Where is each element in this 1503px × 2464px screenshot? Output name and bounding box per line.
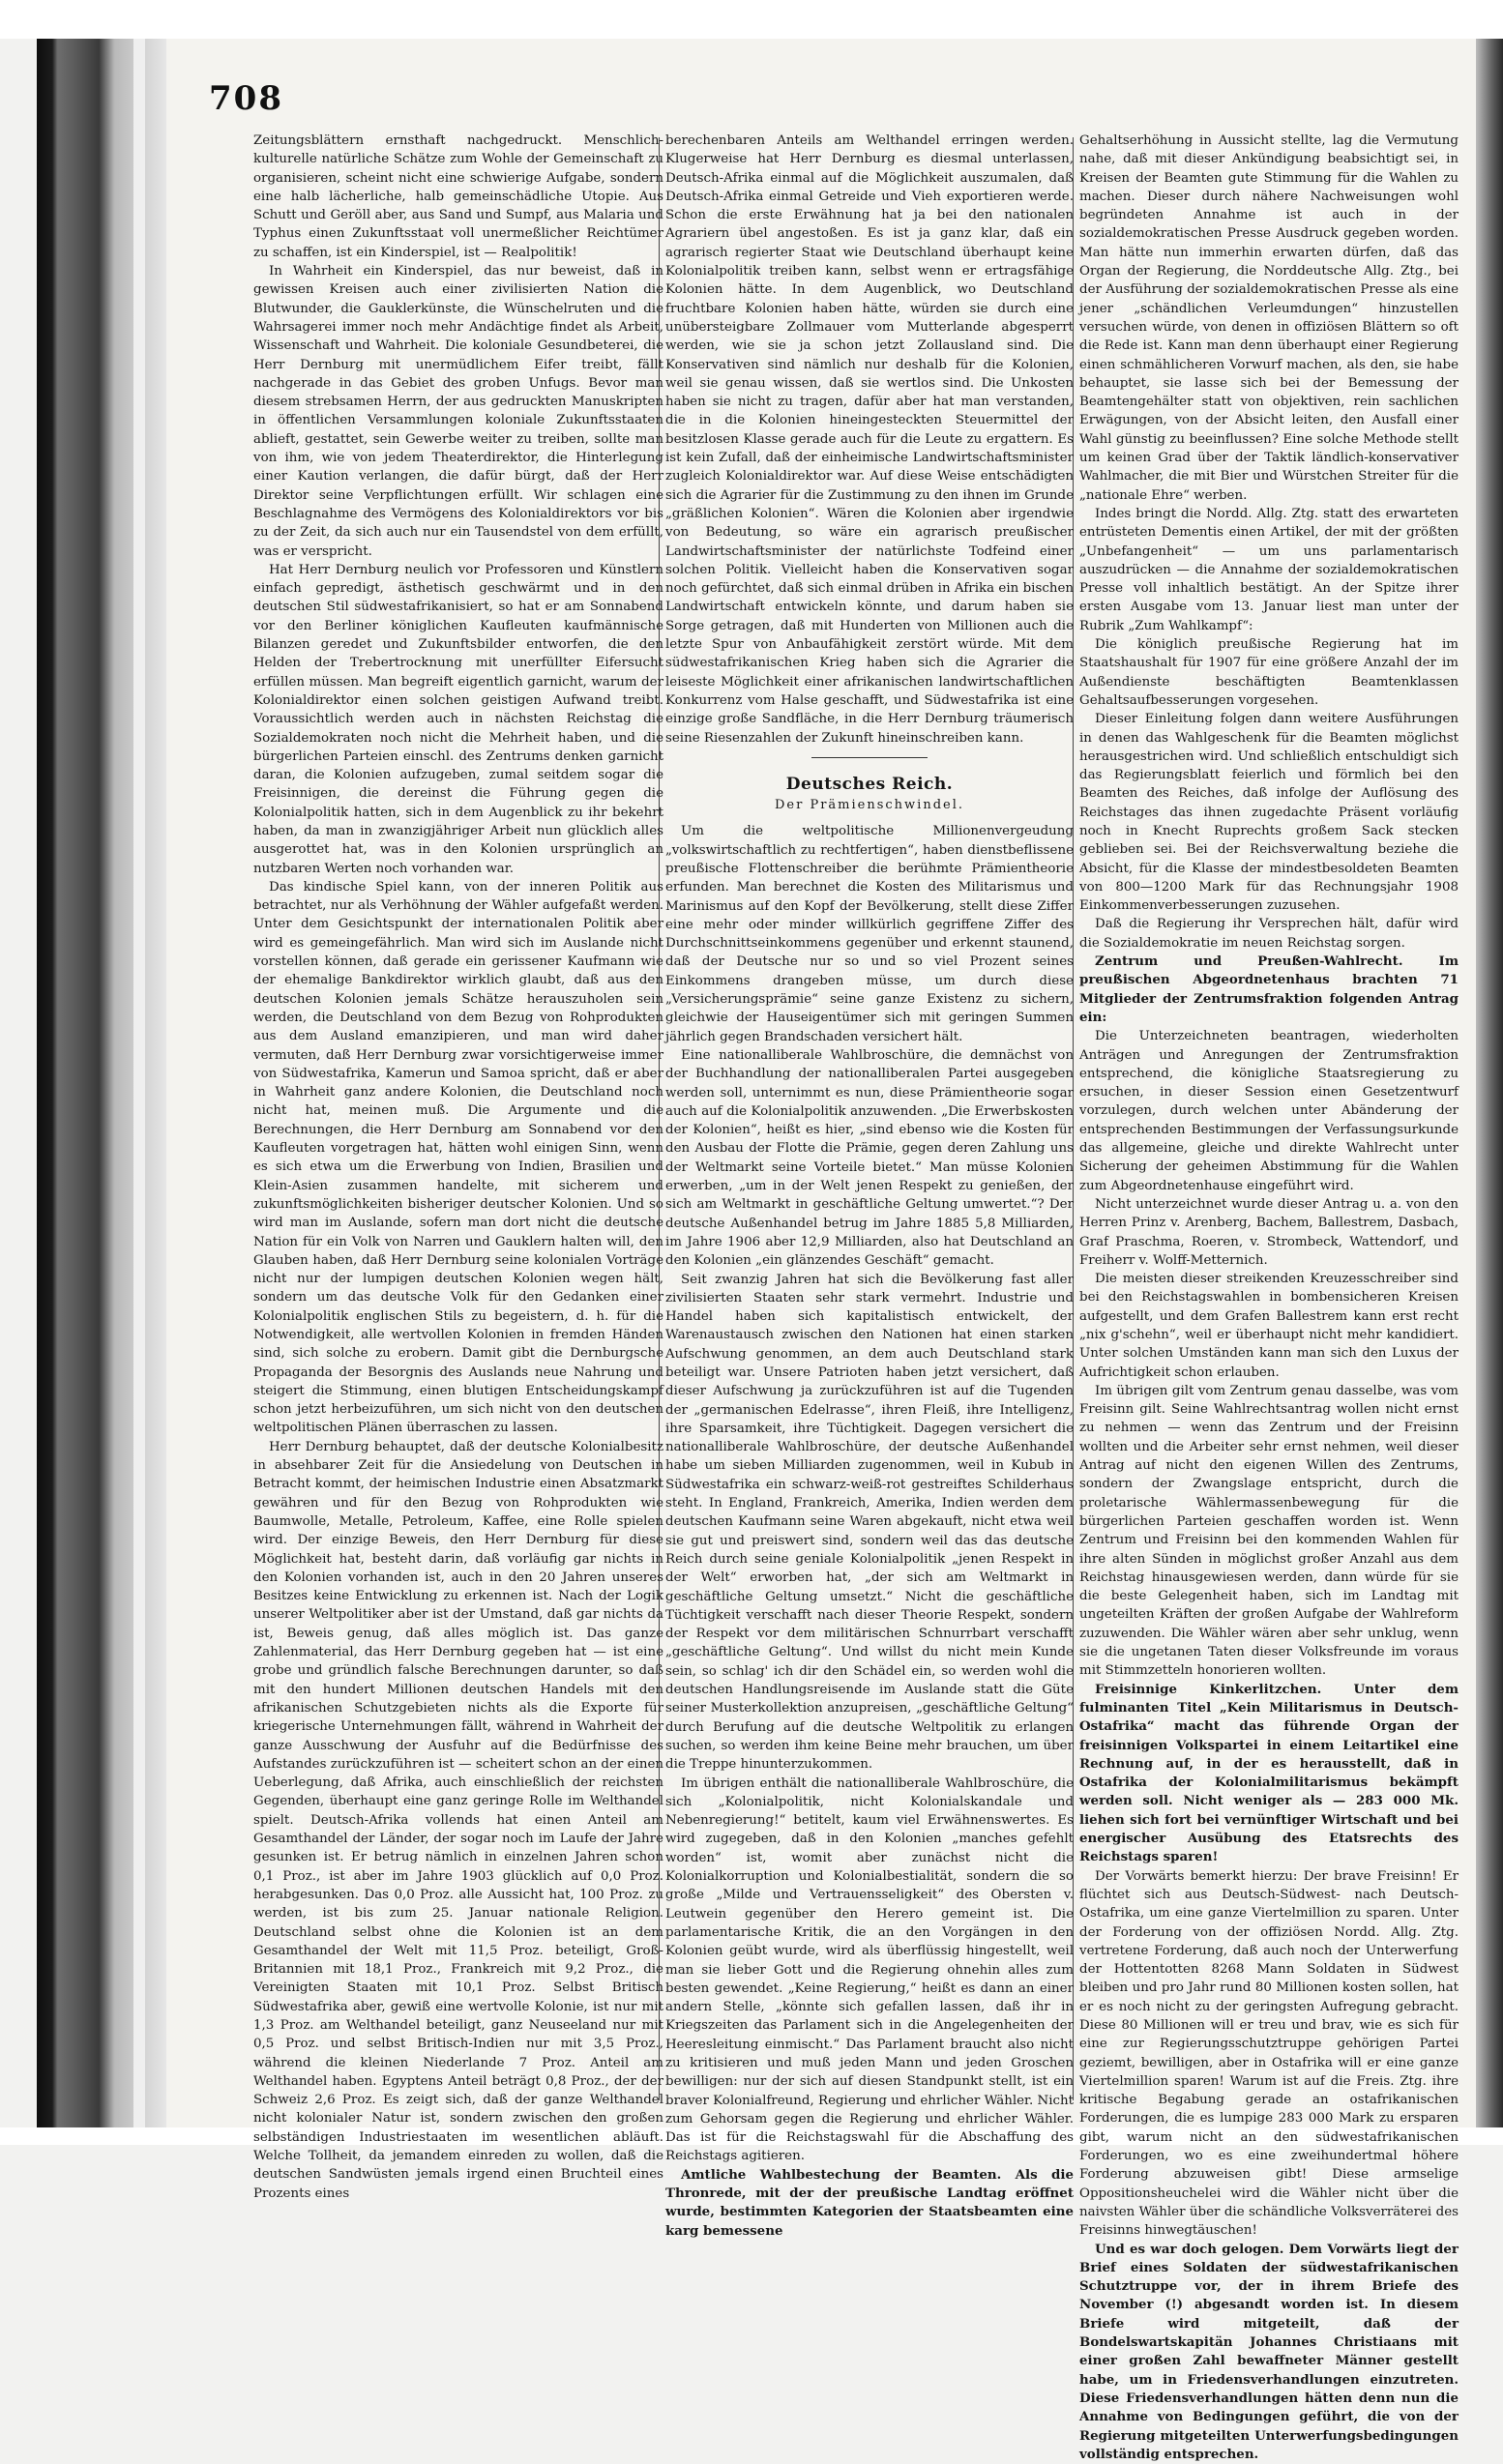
paragraph: berechenbaren Anteils am Welthandel erringen werden. Klugerweise hat Herr Dernburg es diesmal unterlassen, Deutsch-Afrika einmal auf die Möglichkeit auszumalen, daß Deutsch-Afrika einmal Getreide und Vieh exportieren werde. Schon die erste Erwähnung hat ja bei den nationalen Agrariern übel angestoßen. Es ist ja ganz klar, daß ein agrarisch regierter Staat wie Deutschland überhaupt keine Kolonialpolitik treiben kann, selbst wenn er ertragsfähige Kolonien hätte. In dem Augenblick, wo Deutschland fruchtbare Kolonien haben hätte, würden sie durch eine unübersteigbare Zollmauer vom Mutterlande abgesperrt werden, wie sie ja schon jetzt Zollausland sind. Die Konservativen sind nämlich nur deshalb für die Kolonien, weil sie genau wissen, daß sie wertlos sind. Die Unkosten haben sie nicht zu tragen, dafür aber hat man verstanden, die in die Kolonien hineingesteckten Steuermittel der besitzlosen Klasse gerade auch für die Leute zu ergattern. Es ist kein Zufall, daß der einheimische Landwirtschaftsminister zugleich Kolonialdirektor war. Auf diese Weise entschädigten sich die Agrarier für die Zustimmung zu den ihnen im Grunde „gräßlichen Kolonien“. Wären die Kolonien aber irgendwie von Bedeutung, so wäre ein agrarisch preußischer Landwirtschaftsminister der natürlichste Todfeind einer solchen Politik. Vielleicht haben die Konservativen sogar noch gefürchtet, daß sich einmal drüben in Afrika ein bischen Landwirtschaft entwickeln könnte, und darum haben sie Sorge getragen, daß mit Hunderten von Millionen auch die letzte Spur von Anbaufähigkeit zerstört würde. Mit dem südwestafrikanischen Krieg haben sich die Agrarier die leiseste Möglichkeit einer afrikanischen landwirtschaftlichen Konkurrenz vom Halse geschafft, und Südwestafrika ist eine einzige große Sandfläche, in die Herr Dernburg träumerisch seine Riesenzahlen der Zukunft hineinschreiben kann. [665, 133, 1074, 746]
section-subtitle: Der Prämienschwindel. [774, 798, 964, 813]
paragraph: Das kindische Spiel kann, von der inneren Politik aus betrachtet, nur als Verhöhnung der Wähler aufgefaßt werden. Unter dem Gesichtspunkt der internationalen Politik aber wird es gemeingefährlich. Man wird sich im Auslande nicht vorstellen können, daß gerade ein gerissener Kaufmann wie der ehemalige Bankdirektor wirklich glaubt, daß aus den deutschen Kolonien jemals Schätze herauszuholen sein werden, die Deutschland von dem Bezug von Rohprodukten aus dem Ausland emanzipieren, und man wird daher vermuten, daß Herr Dernburg zwar vorsichtigerweise immer von Südwestafrika, Kamerun und Samoa spricht, daß er aber in Wahrheit ganz andere Kolonien, die Deutschland noch nicht hat, meinen muß. Die Argumente und die Berechnungen, die Herr Dernburg am Sonnabend vor den Kaufleuten vorgetragen hat, hätten wohl einigen Sinn, wenn es sich etwa um die Erwerbung von Indien, Brasilien und Klein-Asien zusammen handelte, mit sicherem und zukunftsmöglichkeiten bisheriger deutscher Kolonien. Und so wird man im Auslande, sofern man dort nicht die deutsche Nation für ein Volk von Narren und Gauklern halten will, den Glauben haben, daß Herr Dernburg seine kolonialen Vorträge nicht nur der lumpigen deutschen Kolonien wegen hält, sondern um das deutsche Volk für den Gedanken einer Kolonialpolitik englischen Stils zu begeistern, d. h. für die Notwendigkeit, alle wertvollen Kolonien in fremden Händen sind, sich solche zu erobern. Damit gibt die Dernburgsche Propaganda der Besorgnis des Auslands neue Nahrung und steigert die Stimmung, einen blutigen Entscheidungskampf schon jetzt herbeizuführen, um sich nicht von den deutschen weltpolitischen Plänen überraschen zu lassen. [253, 879, 663, 1436]
column-2 [665, 132, 1074, 2239]
paragraph: Gehaltserhöhung in Aussicht stellte, lag die Vermutung nahe, daß mit dieser Ankündigung beabsichtigt sei, in Kreisen der Beamten gute Stimmung für die Wahlen zu machen. Dieser durch nähere Nachweisungen wohl begründeten Annahme ist auch in der sozialdemokratischen Presse Ausdruck gegeben worden. Man hätte nun immerhin erwarten dürfen, daß das Organ der Regierung, die Norddeutsche Allg. Ztg., bei der Ausführung der sozialdemokratischen Presse als eine jener „schändlichen Verleumdungen“ hinzustellen versuchen würde, von denen in offiziösen Blättern so oft die Rede ist. Kann man denn überhaupt einer Regierung einen schmählicheren Vorwurf machen, als den, sie habe behauptet, sie lasse sich bei der Bemessung der Beamtengehälter statt von objektiven, rein sachlichen Erwägungen, von der Absicht leiten, den Ausfall einer Wahl günstig zu beeinflussen? Eine solche Methode stellt um keinen Grad über der Taktik ländlich-konservativer Wahlmacher, die mit Bier und Würstchen Streiter für die „nationale Ehre“ werben. [1079, 133, 1459, 503]
column-1 [253, 132, 663, 2201]
column-3 [1079, 132, 1459, 2462]
page-number: 708 [209, 79, 283, 118]
paragraph: In Wahrheit ein Kinderspiel, das nur beweist, daß in gewissen Kreisen auch einer zivilisierten Nation die Blutwunder, die Gauklerkünste, die Wünschelruten und die Wahrsagerei immer noch mehr Andächtige findet als Arbeit, Wissenschaft und Wahrheit. Die koloniale Gesundbeterei, die Herr Dernburg mit unermüdlichem Eifer treibt, fällt nachgerade in das Gebiet des groben Unfugs. Bevor man diesem strebsamen Herrn, der aus gedruckten Manuskripten in öffentlichen Versammlungen koloniale Zukunftsstaaten ablieft, gestattet, sein Gewerbe weiter zu treiben, sollte man von ihm, wie von jedem Theaterdirektor, die Hinterlegung einer Kaution verlangen, die dafür bürgt, daß der Herr Direktor seine Verpflichtungen erfüllt. Wir schlagen eine Beschlagnahme des Vermögens des Kolonialdirektors vor bis zu der Zeit, da sich auch nur ein Tausendstel von dem erfüllt, was er verspricht. [253, 264, 663, 559]
paragraph: Hat Herr Dernburg neulich vor Professoren und Künstlern einfach gepredigt, ästhetisch geschwärmt und in den deutschen Stil südwestafrikanisiert, so hat er am Sonnabend vor den Berliner königlichen Kaufleuten kaufmännische Bilanzen geredet und Zukunftsbilder entworfen, die den Helden der Trebertrocknung mit unerfüllter Eifersucht erfüllen müssen. Man begreift eigentlich garnicht, warum der Kolonialdirektor einen solchen geistigen Aufwand treibt. Voraussichtlich werden auch in nächsten Reichstag die Sozialdemokraten noch nicht die Mehrheit haben, und die bürgerlichen Parteien einschl. des Zentrums denken garnicht daran, die Kolonien aufzugeben, zumal seitdem sogar die Freisinnigen, die dereinst die Führung gegen die Kolonialpolitik hatten, sich in dem Augenblick zu ihr bekehrt haben, da man in zwanzigjähriger Arbeit nun glücklich alles ausgerottet hat, was in den Kolonien ursprünglich an nutzbaren Werten noch vorhanden war. [253, 562, 663, 876]
paragraph: Indes bringt die Nordd. Allg. Ztg. statt des erwarteten entrüsteten Dementis einen Artikel, der mit der größten „Unbefangenheit“ — um uns parlamentarisch auszudrücken — die Annahme der sozialdemokratischen Presse voll inhaltlich bestätigt. An der Spitze ihrer ersten Ausgabe vom 13. Januar liest man unter der Rubrik „Zum Wahlkampf“: [1079, 506, 1459, 633]
paragraph: Daß die Regierung ihr Versprechen hält, dafür wird die Sozialdemokratie im neuen Reichstag sorgen. [1079, 917, 1459, 951]
section-title: Deutsches Reich. [785, 774, 954, 794]
binding-stripe [133, 39, 145, 2127]
paragraph: Eine nationalliberale Wahlbroschüre, die demnächst von der Buchhandlung der nationalliberalen Partei ausgegeben werden soll, unternimmt es nun, diese Prämientheorie sogar auch auf die Kolonialpolitik anzuwenden. „Die Erwerbskosten der Kolonien“, heißt es hier, „sind ebenso wie die Kosten für den Ausbau der Flotte die Prämie, gegen deren Zahlung uns der Weltmarkt seine Vorteile bietet.“ Man müsse Kolonien erwerben, „um in der Welt jenen Respekt zu genießen, der sich am Weltmarkt in geschäftliche Geltung umwertet.“? Der deutsche Außenhandel betrug im Jahre 1885 5,8 Milliarden, im Jahre 1906 aber 12,9 Milliarden, also hat Deutschland an den Kolonien „ein glänzendes Geschäft“ gemacht. [665, 1047, 1074, 1269]
book-binding [37, 39, 166, 2127]
paragraph: Dieser Einleitung folgen dann weitere Ausführungen in denen das Wahlgeschenk für die Beamten möglichst herausgestrichen wird. Und schließlich entschuldigt sich das Regierungsblatt feierlich und förmlich bei den Beamten des Reiches, daß infolge der Auflösung des Reichstages das ihnen zugedachte Präsent vorläufig noch in Knecht Ruprechts großem Sack stecken geblieben sei. Bei der Reichsverwaltung beziehe die Absicht, für die Klasse der mindestbesoldeten Beamten von 800—1200 Mark für das Rechnungsjahr 1908 Einkommenverbesserungen zuzusehen. [1079, 712, 1459, 914]
top-margin [0, 0, 1503, 39]
paragraph: Die meisten dieser streikenden Kreuzesschreiber sind bei den Reichstagswahlen in bombensicheren Kreisen aufgestellt, und dem Grafen Ballestrem kann erst recht „nix g'schehn“, weil er überhaupt nicht mehr kandidiert. Unter solchen Umständen kann man sich den Luxus der Aufrichtigkeit schon erlauben. [1079, 1272, 1459, 1380]
paragraph: Zeitungsblättern ernsthaft nachgedruckt. Menschlich-kulturelle natürliche Schätze zum Wohle der Gemeinschaft zu organisieren, scheint nicht eine schwierige Aufgabe, sondern eine halb lächerliche, halb gemeinschädliche Utopie. Aus Schutt und Geröll aber, aus Sand und Sumpf, aus Malaria und Typhus einen Zukunftsstaat voll unermeßlicher Reichtümer zu schaffen, ist ein Kinderspiel, ist — Realpolitik! [253, 133, 663, 260]
paragraph: Herr Dernburg behauptet, daß der deutsche Kolonialbesitz in absehbarer Zeit für die Ansiedelung von Deutschen in Betracht kommt, der heimischen Industrie einen Absatzmarkt gewähren und für den Bezug von Rohprodukten wie Baumwolle, Metalle, Petroleum, Kaffee, eine Rolle spielen wird. Der einzige Beweis, den Herr Dernburg für diese Möglichkeit hat, besteht darin, daß vorläufig gar nichts in den Kolonien vorhanden ist, auch in den 20 Jahren unseres Besitzes keine Entwicklung zu erkennen ist. Nach der Logik unserer Weltpolitiker aber ist der Umstand, daß gar nichts da ist, Beweis genug, daß alles möglich ist. Das ganze Zahlenmaterial, das Herr Dernburg gegeben hat — ist eine grobe und gründlich falsche Berechnungen darunter, so daß mit den hundert Millionen deutschen Handels mit den afrikanischen Schutzgebieten nichts als die Exporte für kriegerische Unternehmungen fällt, während in Wahrheit der ganze Ausschwung der Ausfuhr auf die Bedürfnisse des Aufstandes zurückzuführen ist — scheitert schon an der einen Ueberlegung, daß Afrika, auch einschließlich der reichsten Gegenden, überhaupt eine ganz geringe Rolle im Welthandel spielt. Deutsch-Afrika vollends hat einen Anteil am Gesamthandel der Länder, der sogar noch im Laufe der Jahre gesunken ist. Er betrug nämlich in einzelnen Jahren schon 0,1 Proz., ist aber im Jahre 1903 glücklich auf 0,0 Proz. herabgesunken. Das 0,0 Proz. alle Aussicht hat, 100 Proz. zu werden, ist bis zum 25. Januar nationale Religion. Deutschland selbst ohne die Kolonien ist an dem Gesamthandel der Welt mit 11,5 Proz. beteiligt, Groß-Britannien mit 18,1 Proz., Frankreich mit 9,2 Proz., die Vereinigten Staaten mit 10,1 Proz. Selbst Britisch Südwestafrika aber, gewiß eine wertvolle Kolonie, ist nur mit 1,3 Proz. am Welthandel beteiligt, ganz Neuseeland nur mit 0,5 Proz. und selbst Britisch-Indien nur mit 3,5 Proz., während die kleinen Niederlande 7 Proz. Anteil am Welthandel haben. Egyptens Anteil beträgt 0,8 Proz., der der Schweiz 2,6 Proz. Es zeigt sich, daß der ganze Welthandel nicht kolonialer Natur ist, sondern zwischen den großen selbständigen Industriestaaten im wesentlichen abläuft. Welche Tollheit, da jemandem einreden zu wollen, daß die deutschen Sandwüsten jemals irgend einen Bruchteil eines Prozents eines [253, 1439, 663, 2201]
paragraph: Und es war doch gelogen. Dem Vorwärts liegt der Brief eines Soldaten der südwestafrikanischen Schutztruppe vor, der in ihrem Briefe des November (!) abgesandt worden ist. In diesem Briefe wird mitgeteilt, daß der Bondelswartskapitän Johannes Christiaans mit einer großen Zahl bewaffneter Männer gestellt habe, um in Friedensverhandlungen einzutreten. Diese Friedensverhandlungen hätten denn nun die Annahme von Bedingungen geführt, die von der Regierung mitgeteilten Unterwerfungsbedingungen vollständig entsprechen. [1079, 2241, 1459, 2462]
paragraph: Nicht unterzeichnet wurde dieser Antrag u. a. von den Herren Prinz v. Arenberg, Bachem, Ballestrem, Dasbach, Graf Praschma, Roeren, v. Strombeck, Wattendorf, und Freiherr v. Wolff-Metternich. [1079, 1196, 1459, 1268]
paragraph: Zentrum und Preußen-Wahlrecht. Im preußischen Abgeordnetenhaus brachten 71 Mitglieder der Zentrumsfraktion folgenden Antrag ein: [1079, 953, 1459, 1025]
paragraph: Die königlich preußische Regierung hat im Staatshaushalt für 1907 für eine größere Anzahl der im Außendienste beschäftigten Beamtenklassen Gehaltsaufbesserungen vorgesehen. [1079, 637, 1459, 708]
paragraph: Amtliche Wahlbestechung der Beamten. Als die Thronrede, mit der der preußische Landtag eröffnet wurde, bestimmten Kategorien der Staatsbeamten eine karg bemessene [665, 2166, 1074, 2239]
section-divider [811, 757, 928, 758]
paragraph: Um die weltpolitische Millionenvergeudung „volkswirtschaftlich zu rechtfertigen“, haben dienstbeflissene preußische Flottenschreiber die berühmte Prämientheorie erfunden. Man berechnet die Kosten des Militarismus und Marinismus auf den Kopf der Bevölkerung, stellt diese Ziffer eine mehr oder minder willkürlich gegriffene Ziffer des Durchschnittseinkommens gegenüber und erkennt staunend, daß der Deutsche nur so und so viel Prozent seines Einkommens drangeben müsse, um durch diese „Versicherungsprämie“ seine ganze Existenz zu sichern, gleichwie der Hauseigentümer sich mit geringen Summen jährlich gegen Brandschaden versichert hält. [665, 824, 1074, 1044]
paragraph: Freisinnige Kinkerlitzchen. Unter dem fulminanten Titel „Kein Militarismus in Deutsch-Ostafrika“ macht das führende Organ der freisinnigen Volkspartei in einem Leitartikel eine Rechnung auf, in der es herausstellt, daß in Ostafrika der Kolonialmilitarismus bekämpft werden soll. Nicht weniger als — 283 000 Mk. liehen sich fort bei vernünftiger Wirtschaft und bei energischer Ausübung des Etatsrechts des Reichstags sparen! [1079, 1681, 1459, 1865]
paragraph: Die Unterzeichneten beantragen, wiederholten Anträgen und Anregungen der Zentrumsfraktion entsprechend, die königliche Staatsregierung zu ersuchen, in dieser Session einen Gesetzentwurf vorzulegen, durch welchen unter Abänderung der entsprechenden Bestimmungen der Verfassungsurkunde das allgemeine, gleiche und direkte Wahlrecht unter Sicherung der geheimen Abstimmung für die Wahlen zum Abgeordnetenhause eingeführt wird. [1079, 1029, 1459, 1193]
paragraph: Im übrigen enthält die nationalliberale Wahlbroschüre, die sich „Kolonialpolitik, nicht Kolonialskandale und Nebenregierung!“ betitelt, kaum viel Erwähnenswertes. Es wird zugegeben, daß in den Kolonien „manches gefehlt worden“ ist, womit aber zunächst nicht die Kolonialkorruption und Kolonialbestialität, sondern die so große „Milde und Vertrauensseligkeit“ des Obersten v. Leutwein gegenüber den Herero gemeint ist. Die parlamentarische Kritik, die an den Vorgängen in den Kolonien geübt wurde, wird als überflüssig hingestellt, weil man sie lieber Gott und die Regierung ohnehin alles zum besten gewendet. „Keine Regierung,“ heißt es dann an einer andern Stelle, „könnte sich gefallen lassen, daß ihr in Kriegszeiten das Parlament sich in die Angelegenheiten der Heeresleitung einmischt.“ Das Parlament braucht also nicht zu kritisieren und muß jeden Mann und jeden Groschen bewilligen: nur der sich auf diesen Standpunkt stellt, ist ein braver Kolonialfreund, Regierung und ehrlicher Wähler. Nicht zum Gehorsam gegen die Regierung und ehrlicher Wähler. Das ist für die Reichstagswahl für die Abschaffung des Reichstags agitieren. [665, 1775, 1074, 2164]
page-edge [1476, 39, 1503, 2127]
paragraph: Der Vorwärts bemerkt hierzu: Der brave Freisinn! Er flüchtet sich aus Deutsch-Südwest- nach Deutsch-Ostafrika, um eine ganze Viertelmillion zu sparen. Unter der Forderung von der offiziösen Nordd. Allg. Ztg. vertretene Forderung, daß auch noch der Unterwerfung der Hottentotten 8268 Mann Soldaten in Südwest bleiben und pro Jahr rund 80 Millionen kosten sollen, hat er es noch nicht zu der geringsten Aufregung gebracht. Diese 80 Millionen will er treu und brav, wie es sich für eine zur Regierungsschutztruppe gehörigen Partei geziemt, bewilligen, aber in Ostafrika will er eine ganze Viertelmillion sparen! Warum ist auf die Freis. Ztg. ihre kritische Begabung gerade an ostafrikanischen Forderungen, die es lumpige 283 000 Mark zu ersparen gibt, warum nicht an den südwestafrikanischen Forderungen, wo es eine zweihundertmal höhere Forderung abzuweisen gibt! Diese armselige Oppositionsheuchelei wird die Wähler nicht über die naivsten Wähler über die schändliche Volksverräterei des Freisinns hinwegtäuschen! [1079, 1868, 1459, 2239]
paragraph: Seit zwanzig Jahren hat sich die Bevölkerung fast aller zivilisierten Staaten sehr stark vermehrt. Industrie und Handel haben sich kapitalistisch entwickelt, der Warenaustausch zwischen den Nationen hat einen starken Aufschwung genommen, an dem auch Deutschland stark beteiligt war. Unsere Patrioten haben jetzt versichert, daß dieser Aufschwung ja zurückzuführen ist auf die Tugenden der „germanischen Edelrasse“, ihren Fleiß, ihre Intelligenz, ihre Sparsamkeit, ihre Tüchtigkeit. Dagegen versichert die nationalliberale Wahlbroschüre, der deutsche Außenhandel habe um sieben Milliarden zugenommen, weil in Kubub in Südwestafrika ein schwarz-weiß-rot gestreiftes Schilderhaus steht. In England, Frankreich, Amerika, Indien werden dem deutschen Kaufmann seine Waren abgekauft, nicht etwa weil sie gut und preiswert sind, sondern weil das das deutsche Reich durch seine geniale Kolonialpolitik „jenen Respekt in der Welt“ erworben hat, „der sich am Weltmarkt in geschäftliche Geltung umsetzt.“ Nicht die geschäftliche Tüchtigkeit verschafft nach dieser Theorie Respekt, sondern der Respekt vor dem militärischen Schnurrbart verschafft „geschäftliche Geltung“. Und willst du nicht mein Kunde sein, so schlag' ich dir den Schädel ein, so werden wohl die deutschen Handlungsreisende im Auslande statt die Güte seiner Musterkollektion anzupreisen, „geschäftliche Geltung“ durch Berufung auf die deutsche Weltpolitik zu erlangen suchen, so werden ihm keine Beine mehr brauchen, um über die Treppe hinunterzukommen. [665, 1272, 1074, 1773]
paragraph: Im übrigen gilt vom Zentrum genau dasselbe, was vom Freisinn gilt. Seine Wahlrechtsantrag wollen nicht ernst zu nehmen — wenn das Zentrum und der Freisinn wollten und die Arbeiter sehr ernst nehmen, weil dieser Antrag auf nicht den eigenen Willen des Zentrums, sondern der Zwangslage entspricht, durch die proletarische Wählermassenbewegung für die bürgerlichen Parteien geschaffen worden ist. Wenn Zentrum und Freisinn bei den kommenden Wahlen für ihre alten Sünden in möglichst großer Anzahl aus dem Reichstag hinausgewiesen werden, dann würde für sie die beste Gelegenheit haben, sich im Landtag mit ungeteilten Kräften der großen Aufgabe der Wahlreform zuzuwenden. Die Wähler wären aber sehr unklug, wenn sie die ungetanen Taten dieser Volksfreunde im voraus mit Stimmzetteln honorieren wollten. [1079, 1383, 1459, 1679]
